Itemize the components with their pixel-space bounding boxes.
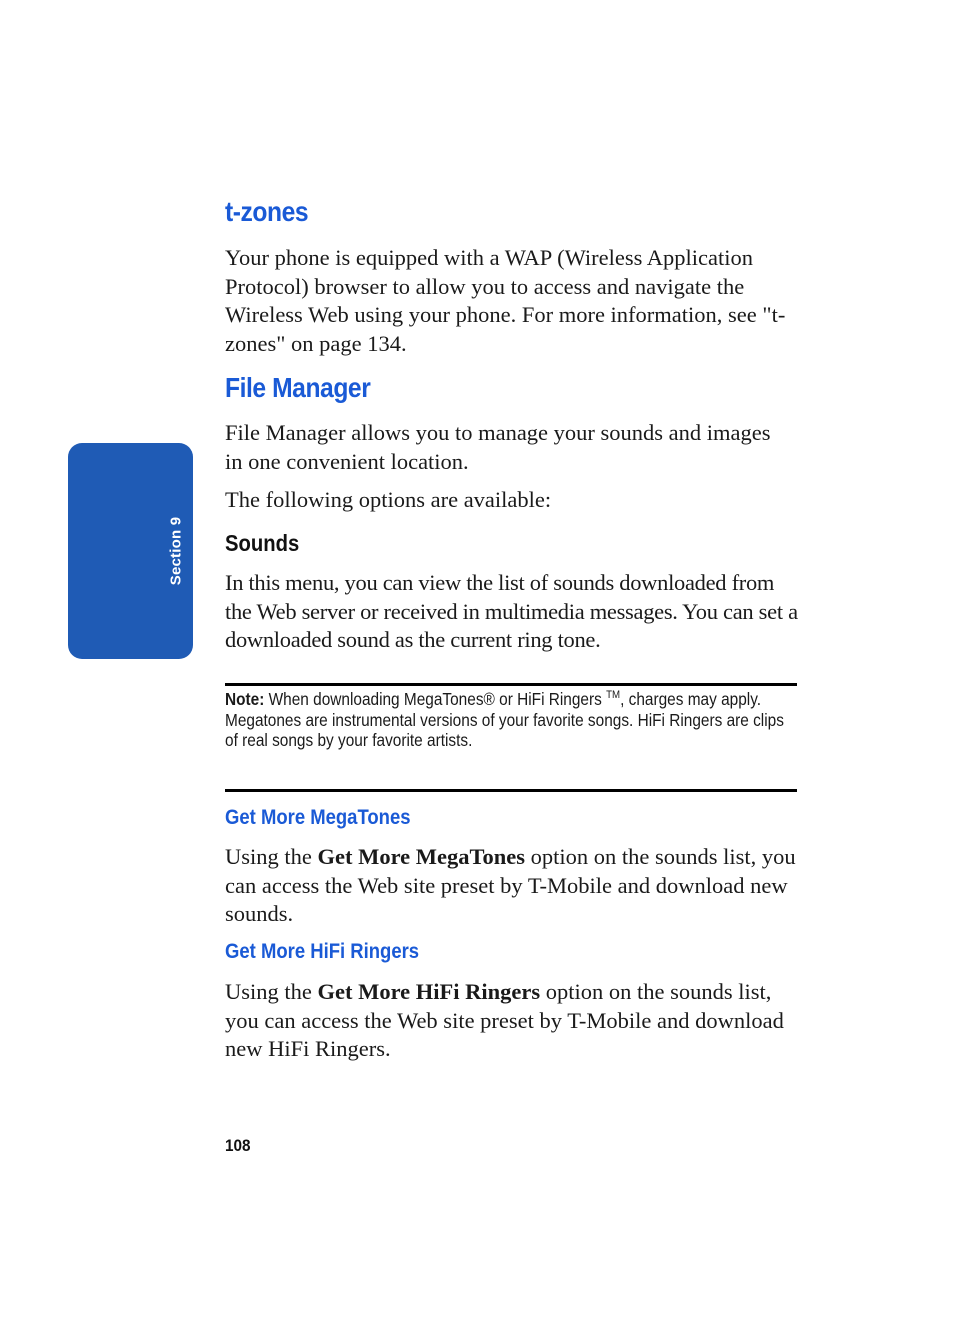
note-box (225, 689, 793, 751)
sounds-body: In this menu, you can view the list of sounds downloaded from the Web server or received in multimedia messages. You can set a downloaded sound as the current ring tone. (225, 570, 798, 652)
hifi-body-after: option on the sounds list, you can access the Web site preset by T-Mobile and download new HiFi Ringers. (225, 979, 784, 1061)
megatones-option-name: Get More MegaTones (317, 844, 525, 869)
tzones-body: Your phone is equipped with a WAP (Wireless Application Protocol) browser to allow you to access and navigate the Wireless Web using your phone. For more information, see "t-zones" on page 134. (225, 245, 786, 356)
note-top-rule (225, 683, 797, 686)
page-number: 108 (225, 1136, 251, 1155)
file-manager-intro: File Manager allows you to manage your sounds and images in one convenient location. (225, 420, 771, 474)
megatones-body (225, 843, 800, 929)
megatones-heading: Get More MegaTones (225, 806, 411, 829)
trademark-mark: TM (606, 689, 621, 702)
megatones-body-after: option on the sounds list, you can access the Web site preset by T-Mobile and download new sounds. (225, 844, 796, 926)
note-line1-before: When downloading MegaTones® or HiFi Ringers (264, 689, 607, 709)
hifi-option-name: Get More HiFi Ringers (317, 979, 541, 1004)
hifi-body (225, 978, 800, 1064)
hifi-body-before: Using the (225, 979, 318, 1004)
section-tab-label: Section 9 (167, 516, 185, 586)
sounds-heading: Sounds (225, 530, 300, 556)
options-line: The following options are available: (225, 487, 552, 512)
note-bottom-rule (225, 789, 797, 792)
note-line1-after: , charges may apply. (620, 689, 762, 709)
file-manager-heading: File Manager (225, 372, 371, 403)
tzones-heading: t-zones (225, 196, 309, 227)
note-label: Note: (225, 689, 265, 709)
megatones-body-before: Using the (225, 844, 318, 869)
note-line2: Megatones are instrumental versions of your favorite songs. HiFi Ringers are clips of real songs by your favorite artists. (225, 709, 784, 750)
hifi-heading: Get More HiFi Ringers (225, 940, 420, 963)
